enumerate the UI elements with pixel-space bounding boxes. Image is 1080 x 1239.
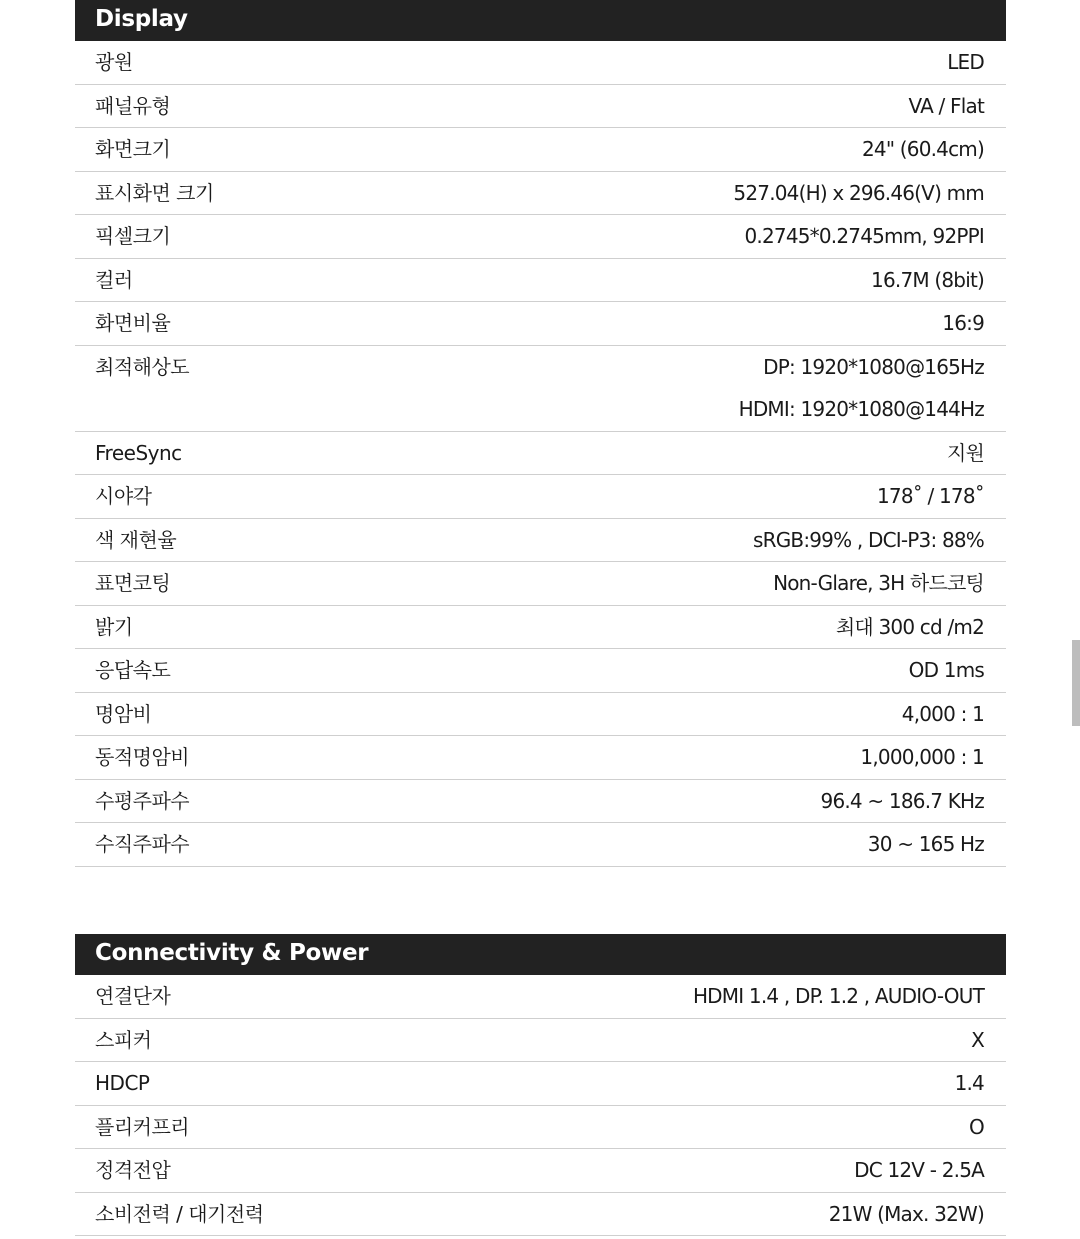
spec-value-line-hdmi: HDMI: 1920*1080@144Hz (738, 397, 984, 421)
spec-value-line-dp: DP: 1920*1080@165Hz (763, 354, 984, 379)
spec-row-display-area (75, 172, 1006, 216)
spec-value (739, 346, 984, 431)
spec-row-freesync (75, 432, 1006, 476)
spec-row-brightness (75, 606, 1006, 650)
spec-value: OD 1ms (908, 658, 984, 682)
spec-label: 플리커프리 (95, 1114, 190, 1139)
spec-label: 정격전압 (95, 1158, 171, 1182)
spec-label: 광원 (95, 50, 133, 74)
spec-value: 16:9 (942, 311, 984, 335)
spec-row-contrast-ratio (75, 693, 1006, 737)
spec-label: 수직주파수 (95, 832, 190, 856)
spec-value: 30 ~ 165 Hz (867, 832, 984, 856)
spec-label: 동적명암비 (95, 745, 190, 769)
spec-row-connectors (75, 975, 1006, 1019)
spec-value: LED (947, 50, 984, 74)
spec-value: 96.4 ~ 186.7 KHz (820, 788, 984, 813)
spec-row-viewing-angle (75, 475, 1006, 519)
spec-value: 4,000 : 1 (901, 701, 984, 726)
spec-row-vertical-frequency (75, 823, 1006, 867)
spec-row-power-consumption (75, 1193, 1006, 1237)
spec-row-flicker-free (75, 1106, 1006, 1150)
display-spec-rows (75, 41, 1006, 867)
spec-row-rated-voltage (75, 1149, 1006, 1193)
spec-value: 0.2745*0.2745mm, 92PPI (744, 224, 984, 248)
spec-label: 화면크기 (95, 137, 171, 161)
spec-value: 1.4 (954, 1071, 984, 1095)
spec-row-aspect-ratio (75, 302, 1006, 346)
spec-label: 패널유형 (95, 93, 171, 118)
spec-label: 컬러 (95, 267, 133, 292)
spec-label: 스피커 (95, 1027, 152, 1052)
spec-value: HDMI 1.4 , DP. 1.2 , AUDIO-OUT (692, 984, 984, 1008)
spec-label: 응답속도 (95, 658, 171, 682)
display-spec-section (75, 0, 1006, 867)
spec-label: 최적해상도 (95, 354, 190, 379)
spec-row-pixel-pitch (75, 215, 1006, 259)
spec-value: 16.7M (8bit) (871, 267, 984, 292)
spec-value: 527.04(H) x 296.46(V) mm (733, 180, 984, 205)
spec-value: 21W (Max. 32W) (828, 1201, 984, 1226)
spec-value: 지원 (946, 440, 984, 465)
spec-value: sRGB:99% , DCI-P3: 88% (752, 527, 984, 552)
spec-value: 1,000,000 : 1 (860, 745, 984, 769)
spec-row-optimal-resolution (75, 346, 1006, 432)
spec-label: 밝기 (95, 614, 133, 639)
spec-label: 표시화면 크기 (95, 180, 214, 205)
spec-row-hdcp (75, 1062, 1006, 1106)
spec-row-surface-coating (75, 562, 1006, 606)
spec-value: Non-Glare, 3H 하드코팅 (773, 571, 984, 595)
spec-value: VA / Flat (908, 93, 984, 118)
spec-row-dynamic-contrast (75, 736, 1006, 780)
spec-value: 178˚ / 178˚ (876, 484, 984, 508)
spec-label: 수평주파수 (95, 788, 190, 813)
spec-label: 표면코팅 (95, 571, 171, 595)
spec-label: 연결단자 (95, 984, 171, 1008)
spec-row-response-time (75, 649, 1006, 693)
spec-label: 색 재현율 (95, 527, 177, 552)
spec-label: 소비전력 / 대기전력 (95, 1201, 264, 1226)
connectivity-power-section (75, 934, 1006, 1236)
spec-row-light-source (75, 41, 1006, 85)
spec-value: DC 12V - 2.5A (854, 1158, 984, 1182)
section-header-connectivity-power: Connectivity & Power (75, 934, 1006, 975)
spec-label: 명암비 (95, 701, 152, 726)
spec-value: 최대 300 cd /m2 (835, 614, 984, 639)
spec-label: HDCP (95, 1071, 150, 1095)
spec-label: 화면비율 (95, 311, 171, 335)
spec-label: FreeSync (95, 440, 182, 465)
spec-label: 픽셀크기 (95, 224, 171, 248)
spec-value: X (971, 1027, 984, 1052)
section-header-display: Display (75, 0, 1006, 41)
spec-row-panel-type (75, 85, 1006, 129)
spec-row-speaker (75, 1019, 1006, 1063)
spec-label: 시야각 (95, 484, 152, 508)
spec-value: O (969, 1114, 984, 1139)
spec-value: 24" (60.4cm) (861, 137, 984, 161)
power-spec-rows (75, 975, 1006, 1236)
scrollbar-thumb[interactable] (1072, 640, 1080, 726)
spec-row-color (75, 259, 1006, 303)
spec-row-screen-size (75, 128, 1006, 172)
spec-row-color-gamut (75, 519, 1006, 563)
spec-row-horizontal-frequency (75, 780, 1006, 824)
